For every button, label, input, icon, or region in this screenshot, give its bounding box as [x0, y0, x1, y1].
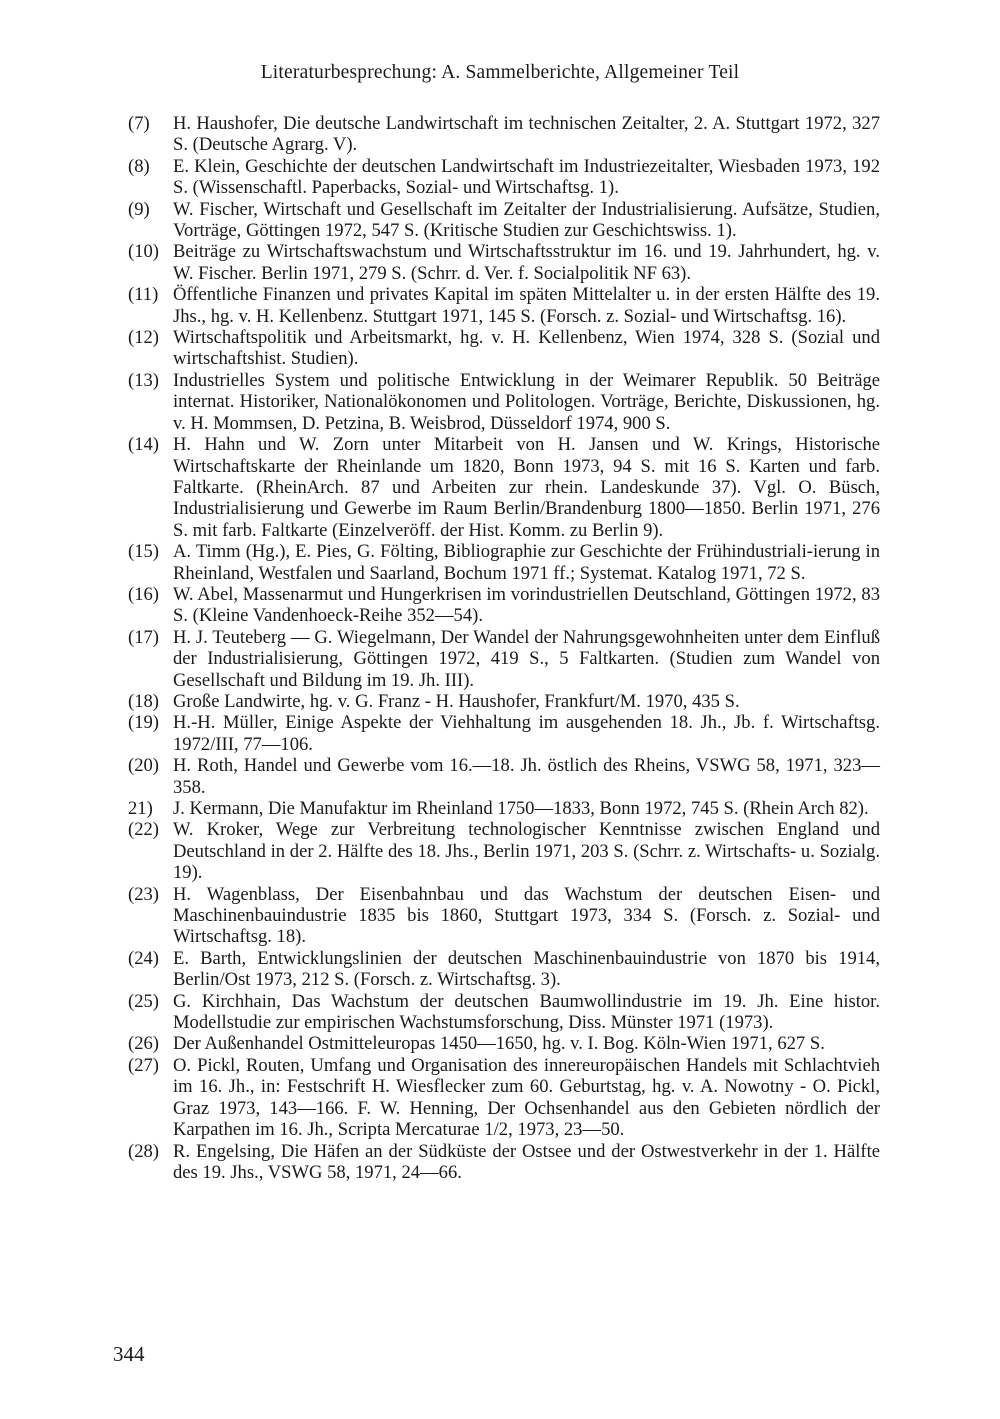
reference-entry — [128, 199, 880, 242]
reference-text: W. Kroker, Wege zur Verbreitung technologischer Kenntnisse zwischen England und Deutschland in der 2. Hälfte des 18. Jhs., Berlin 1971, 203 S. (Schrr. z. Wirtschafts- u. Sozialg. 19). — [173, 819, 880, 884]
reference-entry — [128, 991, 880, 1034]
reference-entry — [128, 434, 880, 541]
reference-entry — [128, 284, 880, 327]
reference-entry — [128, 156, 880, 199]
reference-text: Industrielles System und politische Entwicklung in der Weimarer Republik. 50 Beiträge internat. Historiker, Nationalökonomen und Politologen. Vorträge, Berichte, Diskussionen, hg. v. H. Mommsen, D. Petzina, B. Weisbrod, Düsseldorf 1974, 900 S. — [173, 369, 880, 434]
reference-text: W. Abel, Massenarmut und Hungerkrisen im vorindustriellen Deutschland, Göttingen 1972, 83 S. (Kleine Vandenhoeck-Reihe 352—54). — [173, 583, 880, 627]
reference-text: H.-H. Müller, Einige Aspekte der Viehhaltung im ausgehenden 18. Jh., Jb. f. Wirtschaftsg. 1972/III, 77—106. — [173, 712, 880, 755]
reference-entry — [128, 948, 880, 991]
reference-text: H. Wagenblass, Der Eisenbahnbau und das Wachstum der deutschen Eisen- und Maschinenbauindustrie 1835 bis 1860, Stuttgart 1973, 334 S. (Forsch. z. Sozial- und Wirtschaftsg. 18). — [173, 883, 880, 948]
reference-entry — [128, 798, 880, 819]
page-number: 344 — [113, 1342, 145, 1366]
reference-entry — [128, 691, 880, 712]
reference-entry — [128, 819, 880, 883]
reference-text: O. Pickl, Routen, Umfang und Organisation des innereuropäischen Handels mit Schlachtvieh im 16. Jh., in: Festschrift H. Wiesflecker zum 60. Geburtstag, hg. v. A. Nowotny - O. Pickl, Graz 1973, 143—166. F. W. Henning, Der Ochsenhandel aus den Gebieten nördlich der Karpathen im 16. Jh., Scripta Mercaturae 1/2, 1973, 23—50. — [173, 1054, 880, 1141]
reference-entry — [128, 327, 880, 370]
reference-number: (23) — [128, 883, 159, 905]
reference-text: Wirtschaftspolitik und Arbeitsmarkt, hg. v. H. Kellenbenz, Wien 1974, 328 S. (Sozial und wirtschaftshist. Studien). — [173, 327, 880, 370]
reference-number: 21) — [128, 798, 153, 819]
reference-number: (19) — [128, 712, 159, 734]
reference-number: (13) — [128, 369, 159, 391]
reference-number: (8) — [128, 155, 150, 177]
reference-entry — [128, 627, 880, 691]
reference-number: (25) — [128, 990, 159, 1012]
reference-number: (7) — [128, 113, 150, 134]
reference-number: (26) — [128, 1033, 159, 1055]
reference-number: (14) — [128, 434, 159, 456]
reference-text: H. Haushofer, Die deutsche Landwirtschaft im technischen Zeitalter, 2. A. Stuttgart 1972, 327 S. (Deutsche Agrarg. V). — [173, 113, 880, 156]
reference-number: (28) — [128, 1140, 159, 1162]
reference-text: Beiträge zu Wirtschaftswachstum und Wirtschaftsstruktur im 16. und 19. Jahrhundert, hg. v. W. Fischer. Berlin 1971, 279 S. (Schrr. d. Ver. f. Socialpolitik NF 63). — [173, 241, 880, 284]
reference-number: (16) — [128, 583, 159, 605]
reference-list — [128, 113, 880, 1183]
reference-text: Der Außenhandel Ostmitteleuropas 1450—1650, hg. v. I. Bog. Köln-Wien 1971, 627 S. — [173, 1033, 825, 1055]
reference-number: (10) — [128, 241, 159, 263]
reference-text: G. Kirchhain, Das Wachstum der deutschen Baumwollindustrie im 19. Jh. Eine histor. Modellstudie zur empirischen Wachstumsforschung, Diss. Münster 1971 (1973). — [173, 990, 880, 1034]
reference-text: H. Hahn und W. Zorn unter Mitarbeit von H. Jansen und W. Krings, Historische Wirtschaftskarte der Rheinlande um 1820, Bonn 1973, 94 S. mit 16 S. Karten und farb. Faltkarte. (RheinArch. 87 und Arbeiten zur rhein. Landeskunde 37). Vgl. O. Büsch, Industrialisierung und Gewerbe im Raum Berlin/Brandenburg 1800—1850. Berlin 1971, 276 S. mit farb. Faltkarte (Einzelveröff. der Hist. Komm. zu Berlin 9). — [173, 434, 880, 541]
reference-text: R. Engelsing, Die Häfen an der Südküste der Ostsee und der Ostwestverkehr in der 1. Hälfte des 19. Jhs., VSWG 58, 1971, 24—66. — [173, 1140, 880, 1183]
reference-number: (24) — [128, 947, 159, 969]
reference-entry — [128, 541, 880, 584]
reference-entry — [128, 712, 880, 755]
reference-entry — [128, 584, 880, 627]
reference-number: (20) — [128, 755, 159, 777]
reference-number: (27) — [128, 1054, 159, 1076]
reference-entry — [128, 1141, 880, 1184]
reference-number: (12) — [128, 327, 159, 349]
reference-entry — [128, 1055, 880, 1141]
reference-text: Große Landwirte, hg. v. G. Franz - H. Haushofer, Frankfurt/M. 1970, 435 S. — [173, 690, 740, 712]
reference-text: H. Roth, Handel und Gewerbe vom 16.—18. Jh. östlich des Rheins, VSWG 58, 1971, 323—358. — [173, 755, 880, 798]
reference-entry — [128, 241, 880, 284]
reference-entry — [128, 1033, 880, 1054]
reference-text: E. Klein, Geschichte der deutschen Landwirtschaft im Industriezeitalter, Wiesbaden 1973, 192 S. (Wissenschaftl. Paperbacks, Sozial- und Wirtschaftsg. 1). — [173, 155, 880, 199]
reference-text: J. Kermann, Die Manufaktur im Rheinland 1750—1833, Bonn 1972, 745 S. (Rhein Arch 82). — [173, 798, 869, 819]
reference-text: A. Timm (Hg.), E. Pies, G. Fölting, Bibliographie zur Geschichte der Frühindustriali-ierung in Rheinland, Westfalen und Saarland, Bochum 1971 ff.; Systemat. Katalog 1971, 72 S. — [173, 541, 880, 584]
reference-number: (11) — [128, 284, 159, 306]
reference-text: H. J. Teuteberg — G. Wiegelmann, Der Wandel der Nahrungsgewohnheiten unter dem Einfluß der Industrialisierung, Göttingen 1972, 419 S., 5 Faltkarten. (Studien zum Wandel von Gesellschaft und Bildung im 19. Jh. III). — [173, 626, 880, 691]
reference-entry — [128, 755, 880, 798]
reference-number: (17) — [128, 626, 159, 648]
reference-entry — [128, 370, 880, 434]
reference-text: W. Fischer, Wirtschaft und Gesellschaft im Zeitalter der Industrialisierung. Aufsätze, Studien, Vorträge, Göttingen 1972, 547 S. (Kritische Studien zur Geschichtswiss. 1). — [173, 198, 880, 242]
reference-number: (22) — [128, 819, 159, 841]
reference-text: Öffentliche Finanzen und privates Kapital im späten Mittelalter u. in der ersten Hälfte des 19. Jhs., hg. v. H. Kellenbenz. Stuttgart 1971, 145 S. (Forsch. z. Sozial- und Wirtschaftsg. 16). — [173, 284, 880, 327]
reference-text: E. Barth, Entwicklungslinien der deutschen Maschinenbauindustrie von 1870 bis 1914, Berlin/Ost 1973, 212 S. (Forsch. z. Wirtschaftsg. 3). — [173, 947, 880, 991]
reference-entry — [128, 113, 880, 156]
reference-number: (9) — [128, 198, 150, 220]
reference-number: (18) — [128, 690, 159, 712]
reference-number: (15) — [128, 541, 159, 563]
reference-entry — [128, 884, 880, 948]
running-head: Literaturbesprechung: A. Sammelberichte, Allgemeiner Teil — [260, 62, 740, 83]
